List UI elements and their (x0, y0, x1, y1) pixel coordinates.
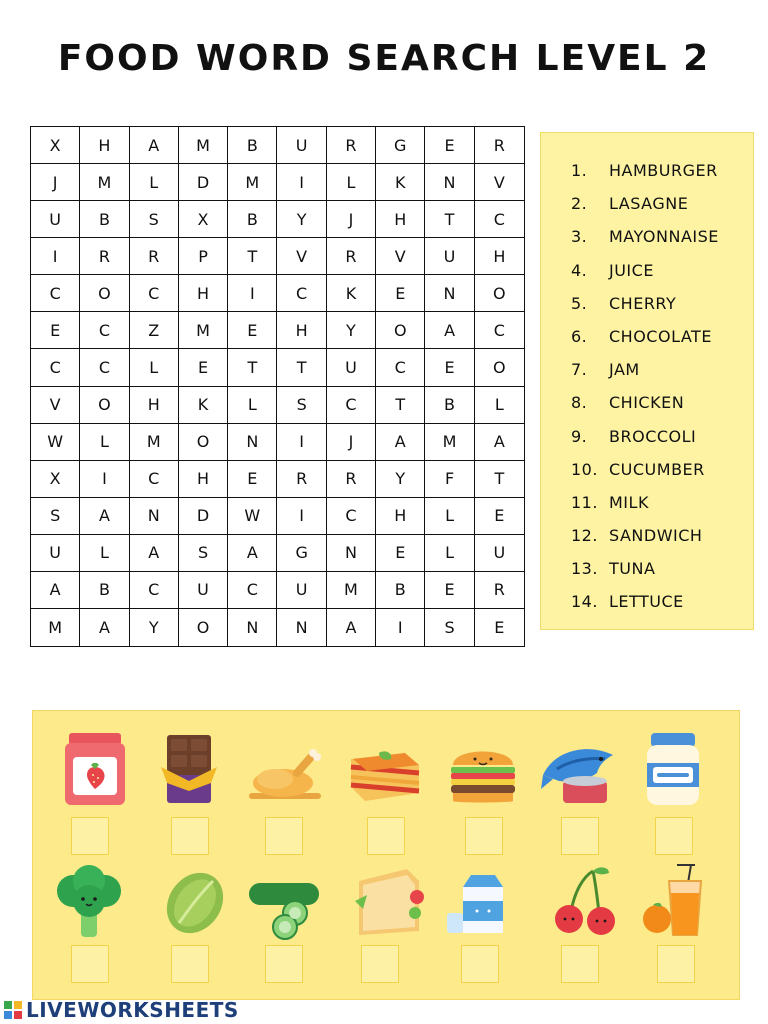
chocolate-bar-icon (149, 729, 229, 809)
grid-cell[interactable]: A (228, 535, 277, 572)
grid-cell[interactable]: I (376, 609, 425, 646)
grid-cell[interactable]: U (277, 127, 326, 164)
word-list-item (571, 393, 753, 426)
word-number: 11. (571, 492, 598, 512)
grid-cell[interactable]: B (228, 127, 277, 164)
grid-cell[interactable]: A (31, 572, 80, 609)
liveworksheets-logo-icon (4, 1001, 22, 1019)
grid-cell[interactable]: H (376, 201, 425, 238)
jam-jar-icon (55, 729, 135, 809)
grid-cell[interactable]: J (327, 201, 376, 238)
grid-cell[interactable]: H (179, 275, 228, 312)
grid-cell[interactable]: U (31, 535, 80, 572)
answer-box[interactable] (71, 945, 109, 983)
grid-cell[interactable]: O (475, 349, 524, 386)
word-text: TUNA (609, 559, 656, 579)
grid-cell[interactable]: N (327, 535, 376, 572)
grid-cell[interactable]: M (179, 127, 228, 164)
grid-cell[interactable]: M (179, 312, 228, 349)
word-number: 12. (571, 526, 598, 546)
grid-cell[interactable]: A (80, 498, 129, 535)
word-list-item (571, 327, 753, 360)
grid-cell[interactable]: R (130, 238, 179, 275)
hamburger-icon (443, 729, 523, 809)
grid-cell[interactable]: T (228, 349, 277, 386)
grid-cell[interactable]: M (425, 424, 474, 461)
answer-box[interactable] (361, 945, 399, 983)
grid-cell[interactable]: H (376, 498, 425, 535)
grid-cell[interactable]: U (327, 349, 376, 386)
grid-cell[interactable]: R (80, 238, 129, 275)
grid-cell[interactable]: I (228, 275, 277, 312)
picture-matching-panel (32, 710, 740, 1000)
answer-box[interactable] (171, 945, 209, 983)
word-text: MAYONNAISE (609, 227, 719, 247)
broccoli-icon (49, 861, 129, 941)
milk-carton-icon (441, 861, 521, 941)
word-text: LETTUCE (609, 592, 684, 612)
word-list-panel (540, 132, 754, 630)
word-text: JAM (609, 360, 640, 380)
grid-cell[interactable]: B (80, 201, 129, 238)
lasagne-icon (345, 729, 425, 809)
word-number: 1. (571, 161, 588, 180)
grid-cell[interactable]: O (179, 424, 228, 461)
word-list-item (571, 559, 753, 592)
grid-cell[interactable]: L (80, 424, 129, 461)
grid-cell[interactable]: O (376, 312, 425, 349)
grid-cell[interactable]: F (425, 461, 474, 498)
grid-cell[interactable]: U (179, 572, 228, 609)
word-list-item (571, 526, 753, 559)
grid-cell[interactable]: A (327, 609, 376, 646)
roast-chicken-icon (245, 729, 325, 809)
grid-cell[interactable]: Y (130, 609, 179, 646)
grid-cell[interactable]: V (475, 164, 524, 201)
word-text: SANDWICH (609, 526, 703, 546)
grid-cell[interactable]: X (179, 201, 228, 238)
grid-cell[interactable]: L (228, 387, 277, 424)
grid-cell[interactable]: E (425, 572, 474, 609)
word-number: 4. (571, 260, 588, 280)
grid-cell[interactable]: A (376, 424, 425, 461)
grid-cell[interactable]: U (277, 572, 326, 609)
grid-cell[interactable]: R (475, 572, 524, 609)
grid-cell[interactable]: N (228, 424, 277, 461)
grid-cell[interactable]: L (425, 498, 474, 535)
word-text: LASAGNE (609, 194, 689, 214)
answer-box[interactable] (71, 817, 109, 855)
grid-cell[interactable]: R (327, 127, 376, 164)
answer-box[interactable] (265, 945, 303, 983)
answer-box[interactable] (461, 945, 499, 983)
grid-cell[interactable]: H (130, 387, 179, 424)
grid-cell[interactable]: X (31, 127, 80, 164)
grid-cell[interactable]: E (376, 535, 425, 572)
grid-cell[interactable]: L (130, 349, 179, 386)
grid-cell[interactable]: Y (376, 461, 425, 498)
word-number: 5. (571, 293, 588, 313)
mayonnaise-jar-icon (633, 729, 713, 809)
word-number: 9. (571, 426, 588, 446)
cucumber-icon (245, 861, 325, 941)
grid-cell[interactable]: K (327, 275, 376, 312)
grid-cell[interactable]: C (80, 349, 129, 386)
grid-cell[interactable]: B (80, 572, 129, 609)
grid-cell[interactable]: G (376, 127, 425, 164)
grid-cell[interactable]: C (80, 312, 129, 349)
grid-cell[interactable]: A (130, 535, 179, 572)
word-number: 6. (571, 326, 588, 346)
grid-cell[interactable]: I (277, 424, 326, 461)
grid-cell[interactable]: R (327, 461, 376, 498)
grid-cell[interactable]: T (425, 201, 474, 238)
grid-cell[interactable]: V (277, 238, 326, 275)
grid-cell[interactable]: N (228, 609, 277, 646)
answer-box[interactable] (367, 817, 405, 855)
answer-box[interactable] (561, 945, 599, 983)
grid-cell[interactable]: A (130, 127, 179, 164)
grid-cell[interactable]: A (475, 424, 524, 461)
grid-cell[interactable]: U (31, 201, 80, 238)
grid-cell[interactable]: C (130, 275, 179, 312)
grid-cell[interactable]: W (31, 424, 80, 461)
word-list-item (571, 227, 753, 260)
grid-cell[interactable]: B (228, 201, 277, 238)
grid-cell[interactable]: A (425, 312, 474, 349)
word-list-item (571, 360, 753, 393)
grid-cell[interactable]: O (80, 387, 129, 424)
grid-cell[interactable]: R (327, 238, 376, 275)
grid-cell[interactable]: K (179, 387, 228, 424)
word-list-item (571, 460, 753, 493)
grid-cell[interactable]: N (130, 498, 179, 535)
grid-cell[interactable]: E (475, 498, 524, 535)
cherries-icon (543, 861, 623, 941)
word-text: CHERRY (609, 293, 677, 313)
grid-cell[interactable]: S (31, 498, 80, 535)
grid-cell[interactable]: A (80, 609, 129, 646)
word-text: CHOCOLATE (609, 326, 712, 346)
grid-cell[interactable]: U (475, 535, 524, 572)
grid-cell[interactable]: O (80, 275, 129, 312)
grid-cell[interactable]: E (494, 617, 505, 637)
answer-box[interactable] (561, 817, 599, 855)
grid-cell[interactable]: W (228, 498, 277, 535)
grid-cell[interactable]: N (425, 275, 474, 312)
grid-cell[interactable]: M (228, 164, 277, 201)
sandwich-icon (347, 861, 427, 941)
grid-cell[interactable]: C (376, 349, 425, 386)
grid-cell[interactable]: T (277, 349, 326, 386)
grid-cell[interactable]: L (475, 387, 524, 424)
word-number: 3. (571, 227, 588, 247)
word-list-item (571, 161, 753, 194)
grid-cell[interactable]: T (228, 238, 277, 275)
word-list-item (571, 261, 753, 294)
grid-cell[interactable]: C (475, 201, 524, 238)
grid-cell[interactable]: H (475, 238, 524, 275)
word-text: HAMBURGER (609, 161, 718, 180)
grid-cell[interactable]: R (475, 127, 524, 164)
grid-cell[interactable]: J (327, 424, 376, 461)
word-list-item (571, 493, 753, 526)
orange-juice-icon (637, 861, 717, 941)
grid-cell[interactable]: U (425, 238, 474, 275)
grid-cell[interactable]: L (80, 535, 129, 572)
grid-cell[interactable]: P (179, 238, 228, 275)
grid-cell[interactable]: M (327, 572, 376, 609)
grid-cell[interactable]: J (31, 164, 80, 201)
word-number: 8. (571, 393, 588, 413)
grid-cell[interactable]: M (130, 424, 179, 461)
answer-box[interactable] (171, 817, 209, 855)
grid-cell[interactable]: B (376, 572, 425, 609)
grid-cell[interactable]: C (130, 572, 179, 609)
grid-cell[interactable]: Z (130, 312, 179, 349)
answer-box[interactable] (655, 817, 693, 855)
word-text: BROCCOLI (609, 426, 697, 446)
grid-cell[interactable]: C (130, 461, 179, 498)
grid-cell[interactable]: T (376, 387, 425, 424)
grid-cell[interactable]: B (425, 387, 474, 424)
lettuce-icon (155, 861, 235, 941)
grid-cell[interactable]: X (31, 461, 80, 498)
grid-cell[interactable]: M (80, 164, 129, 201)
grid-cell[interactable]: C (277, 275, 326, 312)
grid-cell[interactable]: E (425, 127, 474, 164)
word-number: 7. (571, 360, 588, 380)
word-list-item (571, 427, 753, 460)
grid-cell[interactable]: E (376, 275, 425, 312)
grid-cell[interactable]: V (376, 238, 425, 275)
word-number: 13. (571, 559, 598, 579)
grid-cell[interactable]: E (425, 349, 474, 386)
grid-cell[interactable]: E (179, 349, 228, 386)
grid-cell[interactable]: I (277, 164, 326, 201)
grid-cell[interactable]: O (475, 275, 524, 312)
grid-cell[interactable]: H (80, 127, 129, 164)
grid-cell[interactable]: E (31, 312, 80, 349)
word-number: 10. (571, 459, 598, 479)
grid-cell[interactable]: N (425, 164, 474, 201)
grid-cell[interactable]: L (425, 535, 474, 572)
word-text: CHICKEN (609, 393, 685, 413)
grid-cell[interactable]: K (376, 164, 425, 201)
answer-box[interactable] (465, 817, 503, 855)
word-list-item (571, 592, 753, 625)
grid-cell[interactable]: C (327, 387, 376, 424)
grid-cell[interactable]: I (80, 461, 129, 498)
grid-cell[interactable]: I (31, 238, 80, 275)
grid-cell[interactable]: T (475, 461, 524, 498)
word-text: MILK (609, 492, 649, 512)
word-text: JUICE (609, 260, 654, 280)
word-list-item (571, 194, 753, 227)
page-title: FOOD WORD SEARCH LEVEL 2 (57, 38, 711, 79)
grid-cell[interactable]: C (31, 349, 80, 386)
grid-cell[interactable]: Y (327, 312, 376, 349)
grid-cell[interactable]: G (277, 535, 326, 572)
word-search-grid (30, 126, 525, 647)
grid-cell[interactable]: D (179, 498, 228, 535)
answer-box[interactable] (265, 817, 303, 855)
grid-cell[interactable]: C (31, 275, 80, 312)
grid-cell[interactable]: S (425, 609, 474, 646)
grid-cell[interactable]: M (31, 609, 80, 646)
grid-cell[interactable]: D (179, 164, 228, 201)
answer-box[interactable] (657, 945, 695, 983)
grid-cell[interactable]: N (277, 609, 326, 646)
grid-cell[interactable]: S (130, 201, 179, 238)
grid-cell[interactable]: S (277, 387, 326, 424)
grid-cell[interactable]: L (130, 164, 179, 201)
liveworksheets-logo[interactable] (4, 998, 239, 1022)
grid-cell[interactable]: I (277, 498, 326, 535)
grid-cell[interactable]: H (277, 312, 326, 349)
grid-cell[interactable]: H (179, 461, 228, 498)
word-number: 2. (571, 194, 588, 214)
footer-brand-text: LIVEWORKSHEETS (26, 998, 239, 1022)
grid-cell[interactable]: V (31, 387, 80, 424)
grid-cell[interactable]: O (179, 609, 228, 646)
grid-cell[interactable]: L (327, 164, 376, 201)
grid-cell[interactable]: C (228, 572, 277, 609)
word-number: 14. (571, 592, 598, 612)
grid-cell[interactable]: Y (277, 201, 326, 238)
grid-cell[interactable]: E (228, 312, 277, 349)
grid-cell[interactable]: R (277, 461, 326, 498)
tuna-icon (539, 729, 619, 809)
grid-cell[interactable]: C (475, 312, 524, 349)
grid-cell[interactable]: S (179, 535, 228, 572)
grid-cell[interactable]: E (228, 461, 277, 498)
word-list-item (571, 294, 753, 327)
grid-cell[interactable]: C (327, 498, 376, 535)
word-text: CUCUMBER (609, 459, 705, 479)
